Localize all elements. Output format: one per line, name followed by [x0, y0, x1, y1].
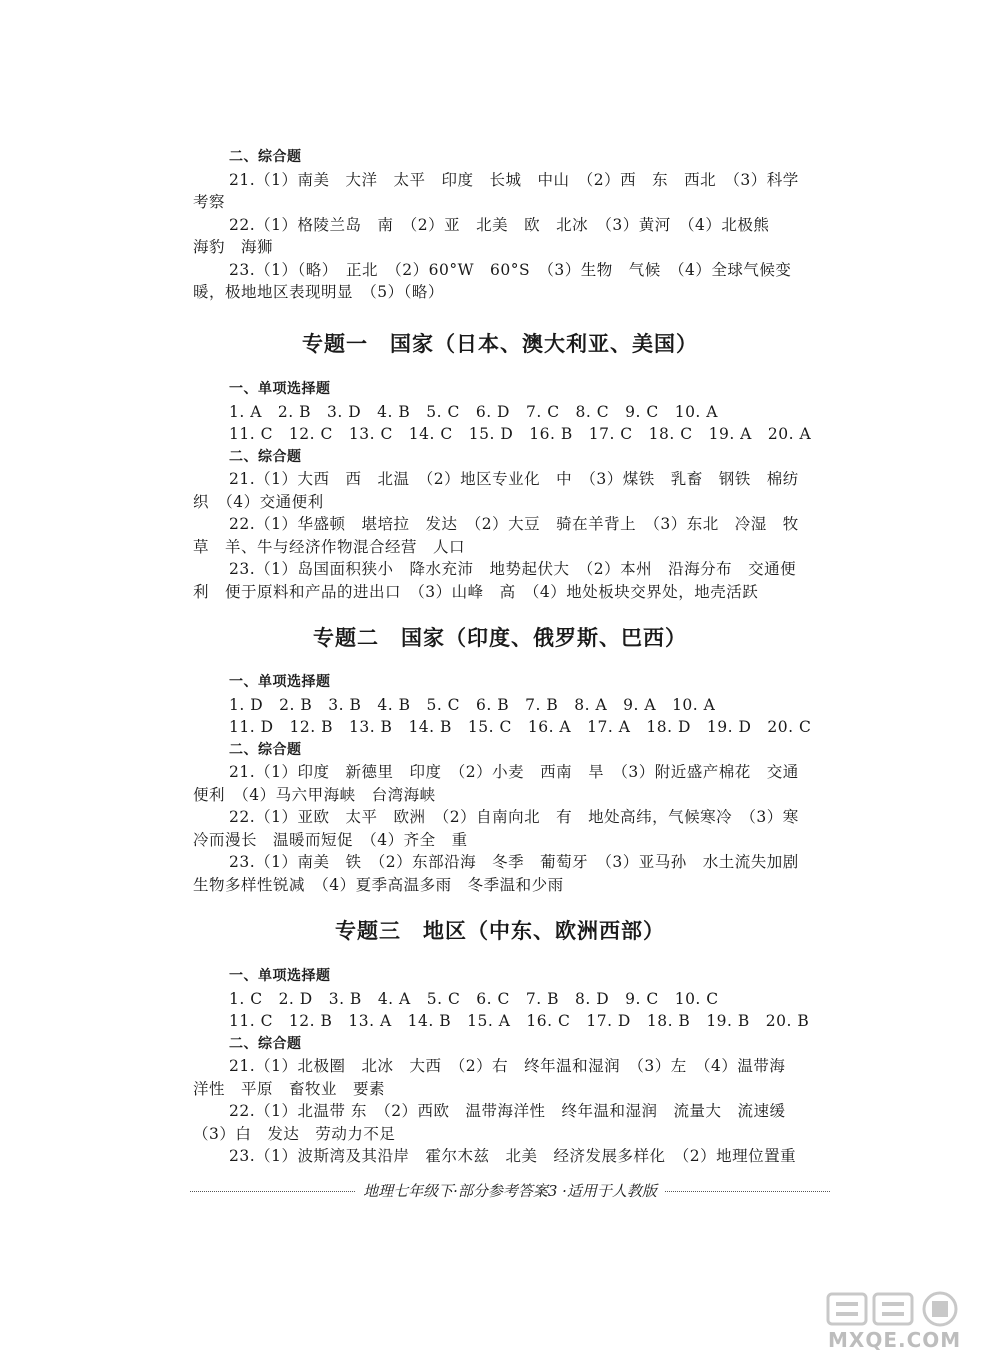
answer-line: 22.（1）亚欧 太平 欧洲 （2）自南向北 有 地处高纬，气候寒冷 （3）寒 — [229, 808, 799, 826]
answer-line: 11. C 12. B 13. A 14. B 15. A 16. C 17. D 18. B 19. B 20. B — [229, 1012, 810, 1030]
answer-line: 便利 （4）马六甲海峡 台湾海峡 — [193, 785, 436, 804]
section-title: 专题一 国家（日本、澳大利亚、美国） — [302, 332, 698, 356]
footer-divider — [190, 1191, 355, 1192]
answer-line: 23.（1）波斯湾及其沿岸 霍尔木兹 北美 经济发展多样化 （2）地理位置重 — [229, 1147, 797, 1165]
section-block — [193, 671, 833, 896]
answer-line: 1. A 2. B 3. D 4. B 5. C 6. D 7. C 8. C 9. C 10. A — [229, 402, 718, 421]
answer-line: 11. C 12. C 13. C 14. C 15. D 16. B 17. C 18. C 19. A 20. A — [229, 425, 812, 443]
comp-label: 二、综合题 — [229, 1035, 302, 1052]
answer-line: 1. C 2. D 3. B 4. A 5. C 6. C 7. B 8. D 9. C 10. C — [229, 989, 719, 1008]
section-block — [193, 965, 833, 1168]
footer-divider — [665, 1191, 830, 1192]
answer-line: （3）白 发达 劳动力不足 — [193, 1124, 396, 1143]
choice-label: 一、单项选择题 — [229, 381, 331, 397]
answer-line: 冷而漫长 温暖而短促 （4）齐全 重 — [193, 830, 468, 849]
answer-line: 21.（1）北极圈 北冰 大西 （2）右 终年温和湿润 （3）左 （4）温带海 — [229, 1057, 786, 1075]
answer-line: 23.（1）（略） 正北 （2）60°W 60°S （3）生物 气候 （4）全球气候变 — [229, 260, 792, 279]
section-label: 二、综合题 — [229, 149, 302, 165]
answer-line: 23.（1）南美 铁 （2）东部沿海 冬季 葡萄牙 （3）亚马孙 水土流失加剧 — [229, 853, 799, 871]
answer-line: 草 羊、牛与经济作物混合经营 人口 — [193, 537, 466, 556]
answer-line: 暖，极地地区表现明显 （5）（略） — [193, 283, 444, 301]
answer-line: 利 便于原料和产品的进出口 （3）山峰 高 （4）地处板块交界处，地壳活跃 — [193, 582, 759, 601]
answer-line: 织 （4）交通便利 — [193, 492, 324, 511]
answer-line: 22.（1）格陵兰岛 南 （2）亚 北美 欧 北冰 （3）黄河 （4）北极熊 — [229, 215, 770, 234]
answer-line: 11. D 12. B 13. B 14. B 15. C 16. A 17. A 18. D 19. D 20. C — [229, 718, 812, 736]
answer-line: 21.（1）大西 西 北温 （2）地区专业化 中 （3）煤铁 乳畜 钢铁 棉纺 — [229, 470, 799, 488]
answer-line: 22.（1）北温带 东 （2）西欧 温带海洋性 终年温和湿润 流量大 流速缓 — [229, 1102, 786, 1120]
intro-block — [193, 146, 833, 304]
answer-line: 洋性 平原 畜牧业 要素 — [193, 1079, 386, 1098]
answer-line: 生物多样性锐减 （4）夏季高温多雨 冬季温和少雨 — [193, 875, 564, 894]
answer-line: 海豹 海狮 — [193, 238, 274, 256]
comp-label: 二、综合题 — [229, 448, 302, 465]
answer-line: 1. D 2. B 3. B 4. B 5. C 6. B 7. B 8. A 9. A 10. A — [229, 695, 716, 714]
section-block — [193, 378, 833, 603]
answer-line: 考察 — [193, 193, 226, 211]
choice-label: 一、单项选择题 — [229, 968, 331, 984]
answer-line: 21.（1）印度 新德里 印度 （2）小麦 西南 旱 （3）附近盛产棉花 交通 — [229, 763, 799, 781]
section-title: 专题二 国家（印度、俄罗斯、巴西） — [313, 626, 687, 650]
page-footer — [190, 1180, 830, 1201]
answer-line: 22.（1）华盛顿 堪培拉 发达 （2）大豆 骑在羊背上 （3）东北 冷湿 牧 — [229, 515, 799, 533]
choice-label: 一、单项选择题 — [229, 674, 331, 690]
watermark-url: MXQE.COM — [828, 1328, 962, 1352]
comp-label: 二、综合题 — [229, 741, 302, 758]
answer-line: 21.（1）南美 大洋 太平 印度 长城 中山 （2）西 东 西北 （3）科学 — [229, 170, 799, 189]
footer-text: 地理七年级下·部分参考答案3 ·适用于人教版 — [363, 1182, 657, 1200]
answer-line: 23.（1）岛国面积狭小 降水充沛 地势起伏大 （2）本州 沿海分布 交通便 — [229, 560, 797, 578]
section-title: 专题三 地区（中东、欧洲西部） — [335, 919, 665, 943]
